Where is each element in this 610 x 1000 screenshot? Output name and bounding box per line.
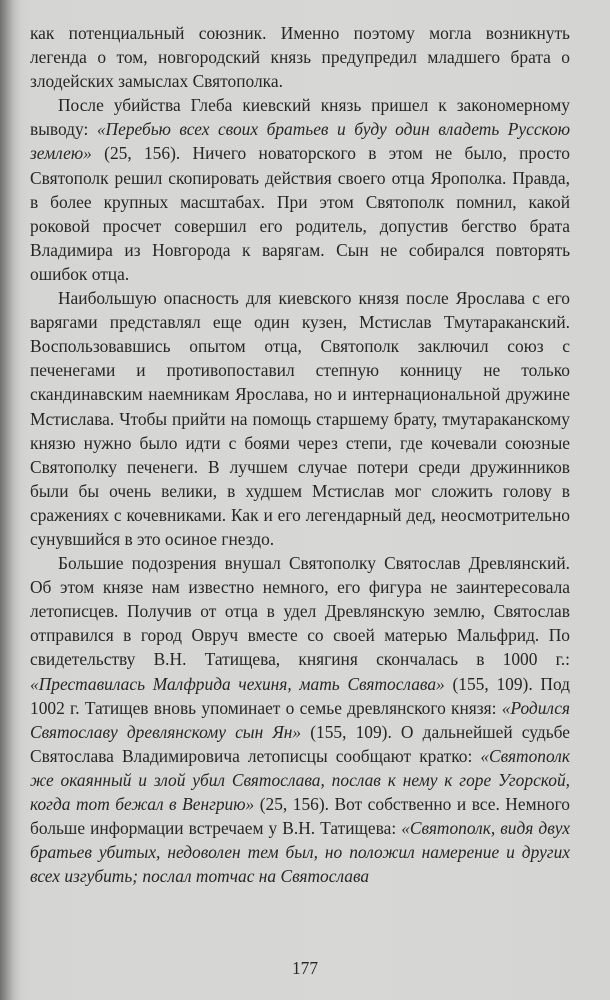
- quotation-text: «Святополк, видя двух братьев убитых, недоволен тем был, но положил намерение и других всех изгубить; послал тотчас на Святослава: [30, 818, 570, 887]
- quotation-text: «Преставилась Малфрида чехиня, мать Святослава»: [30, 673, 445, 694]
- body-text: как потенциальный союзник. Именно поэтому могла возникнуть легенда о том, новгородский князь предупредил младшего брата о злодейских замыслах Святополка.: [30, 23, 570, 92]
- quotation-text: «Святополк же окаянный и злой убил Святослава, послав к нему к горе Угорской, когда тот бежал в Венгрию»: [30, 745, 570, 814]
- paragraph: [30, 93, 570, 286]
- body-text: (25, 156). Ничего новаторского в этом не было, просто Святополк решил скопировать действия своего отца Ярополка. Правда, в более крупных масштабах. При этом Святополк помнил, какой роковой просчет совершил его родитель, допустив бегство брата Владимира из Новгорода к варягам. Сын не собирался повторять ошибок отца.: [30, 143, 570, 284]
- paragraph: [30, 21, 570, 93]
- paragraph: [30, 286, 570, 551]
- page-number: 177: [291, 958, 319, 978]
- body-text: (155, 109). Под 1002 г. Татищев вновь упоминает о семье древлянского князя:: [30, 673, 571, 718]
- body-text: Большие подозрения внушал Святополку Святослав Древлянский. Об этом князе нам известно немного, его фигура не заинтересовала летописцев. Получив от отца в удел Древлянскую землю, Святослав отправился в город Овруч вместе со своей матерью Мальфрид. По свидетельству В.Н. Татищева, княгиня скончалась в 1000 г.:: [30, 553, 570, 670]
- quotation-text: «Перебью всех своих братьев и буду один владеть Русскою землею»: [30, 119, 570, 164]
- body-text: (155, 109). О дальнейшей судьбе Святослава Владимировича летописцы сообщают кратко:: [30, 721, 571, 766]
- body-text: После убийства Глеба киевский князь пришел к закономерному выводу:: [30, 95, 570, 140]
- body-text: (25, 156). Вот собственно и все. Немного больше информации встречаем у В.Н. Татищева:: [30, 794, 570, 839]
- page-body-text: [30, 21, 570, 888]
- paragraph: [30, 551, 570, 888]
- quotation-text: «Родился Святославу древлянскому сын Ян»: [30, 697, 570, 742]
- body-text: Наибольшую опасность для киевского князя после Ярослава с его варягами представлял еще один кузен, Мстислав Тмутараканский. Воспользовавшись опытом отца, Святополк заключил союз с печенегами и противопоставил степную конницу не только скандинавским наемникам Ярослава, но и интернациональной дружине Мстислава. Чтобы прийти на помощь старшему брату, тмутараканскому князю нужно было идти с боями через степи, где кочевали союзные Святополку печенеги. В лучшем случае потери среди дружинников были бы очень велики, в худшем Мстислав мог сложить голову в сражениях с кочевниками. Как и его легендарный дед, неосмотрительно сунувшийся в это осиное гнездо.: [30, 288, 570, 549]
- page-binding-shadow: [0, 0, 22, 1000]
